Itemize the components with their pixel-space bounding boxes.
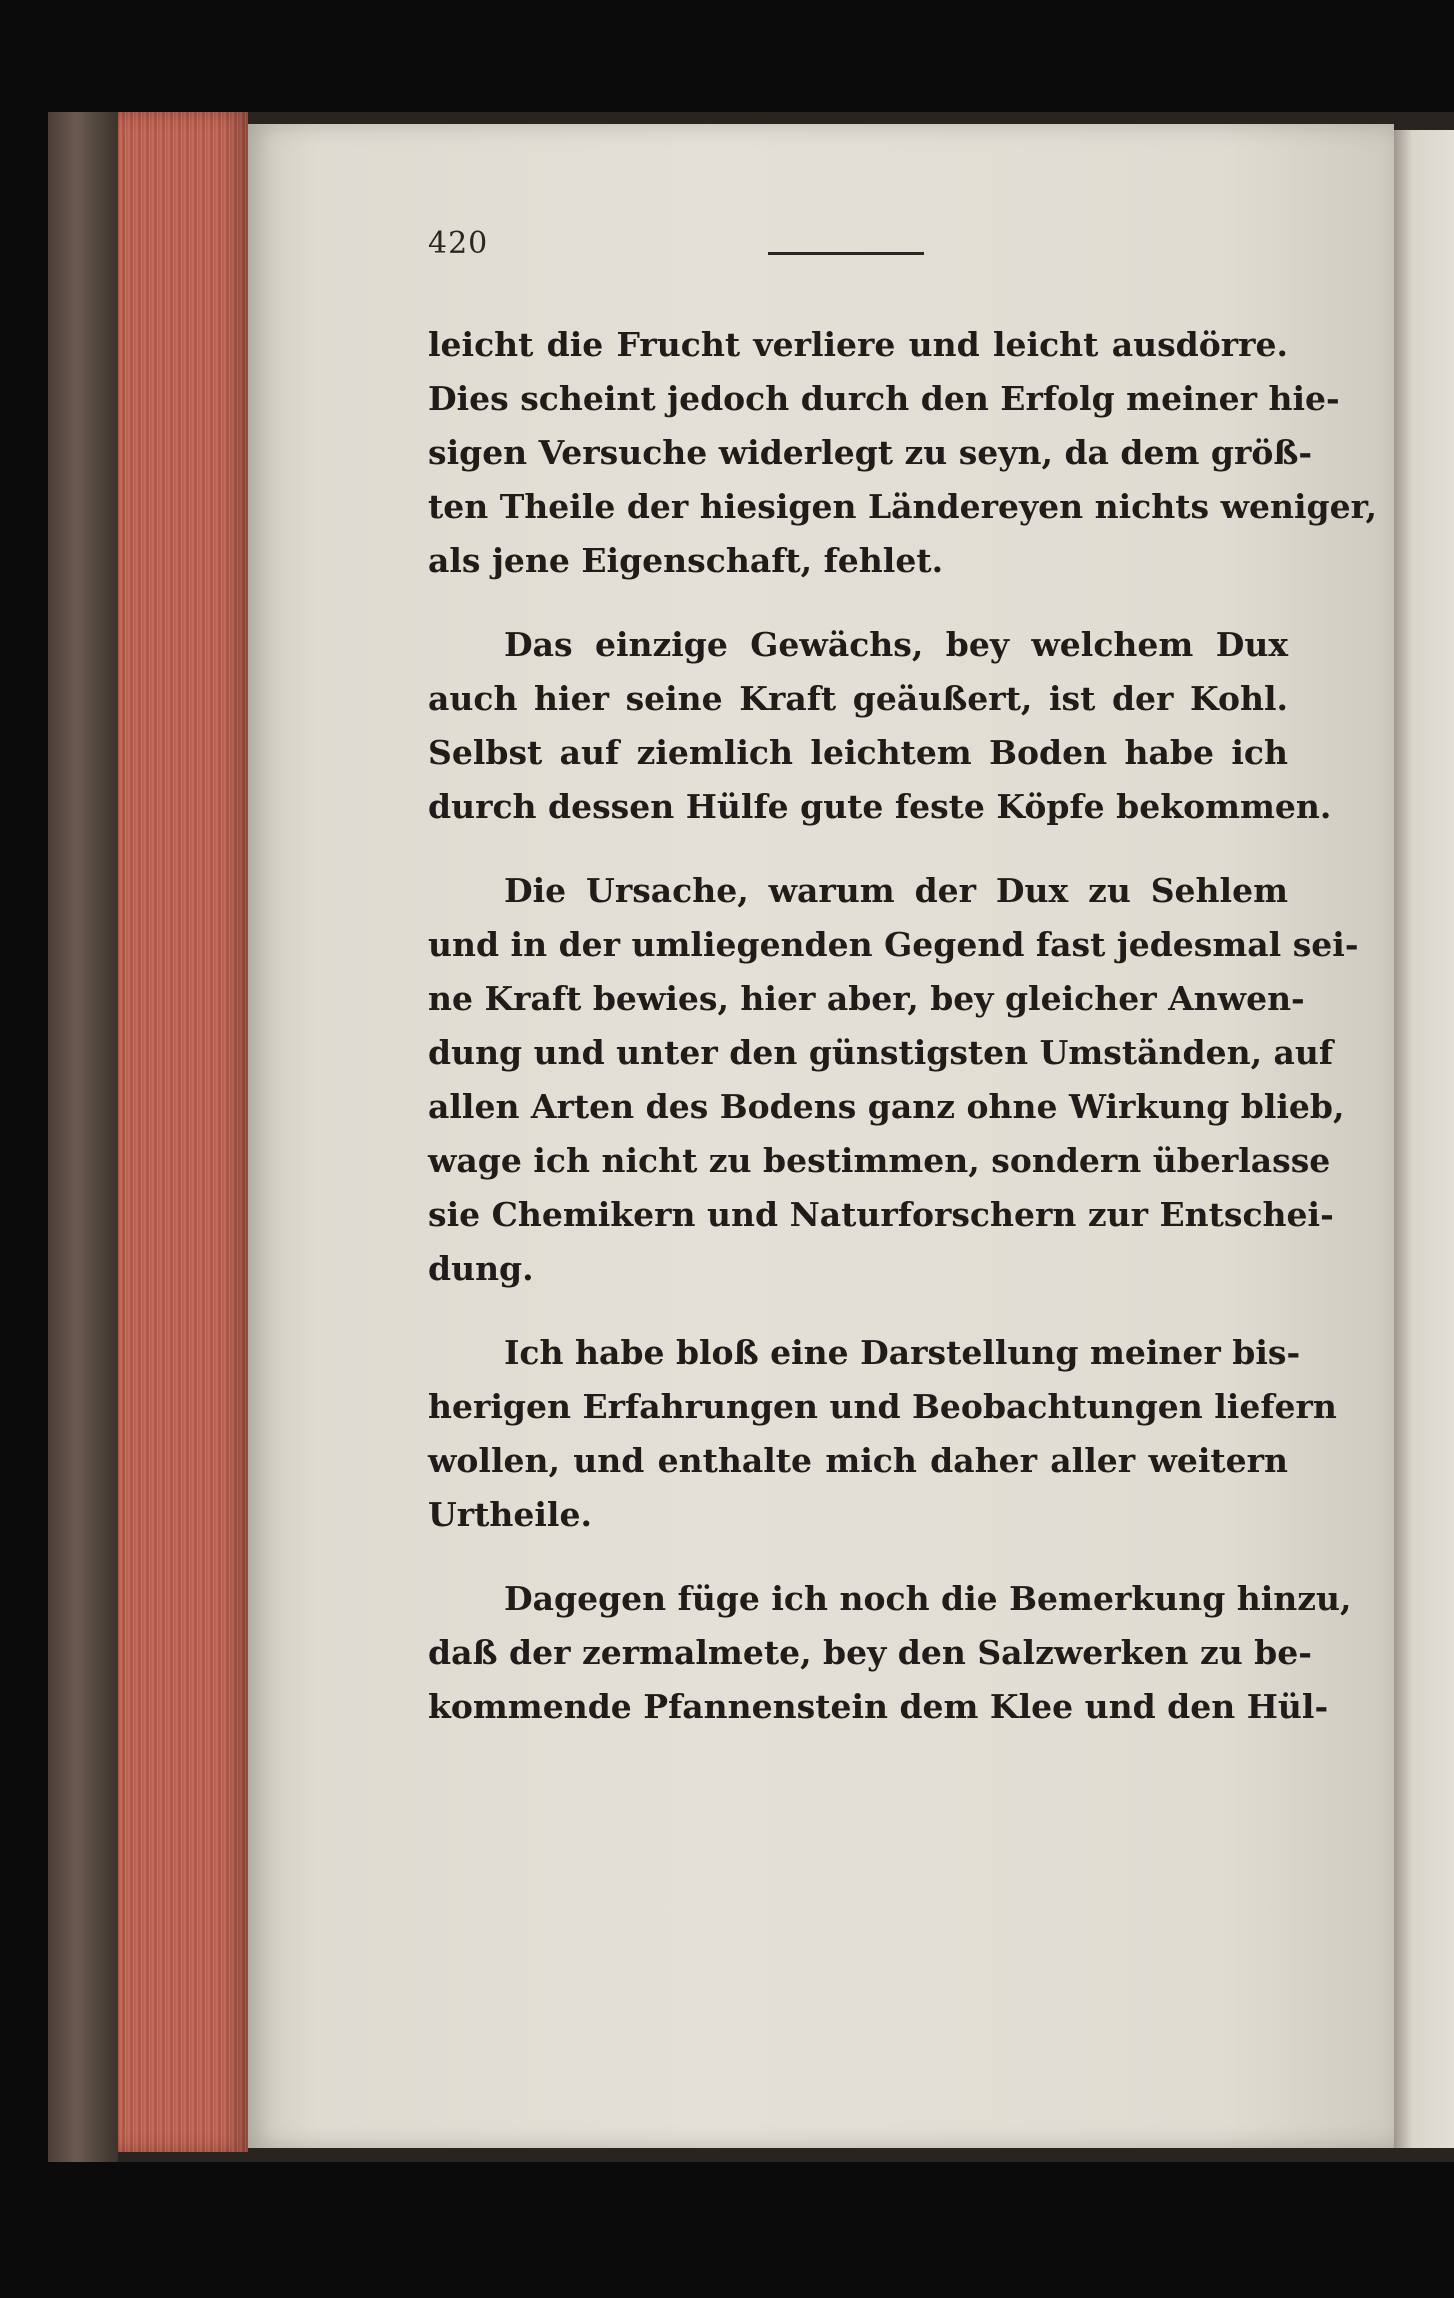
text-line: Urtheile. xyxy=(428,1495,592,1534)
text-line: Dies scheint jedoch durch den Erfolg meiner hie- xyxy=(428,379,1340,418)
text-line: herigen Erfahrungen und Beobachtungen liefern xyxy=(428,1387,1337,1426)
page-number: 420 xyxy=(428,226,489,261)
text-line: als jene Eigenschaft, fehlet. xyxy=(428,541,944,580)
text-line: durch dessen Hülfe gute feste Köpfe bekommen. xyxy=(428,787,1332,826)
text-line: wage ich nicht zu bestimmen, sondern überlasse xyxy=(428,1141,1331,1180)
text-line: dung. xyxy=(428,1249,534,1288)
text-line: sigen Versuche widerlegt zu seyn, da dem größ- xyxy=(428,433,1313,472)
text-line: Das einzige Gewächs, bey welchem Dux xyxy=(504,625,1288,664)
page-header xyxy=(428,226,988,266)
text-line: ten Theile der hiesigen Ländereyen nichts weniger, xyxy=(428,487,1378,526)
page-edges xyxy=(118,112,248,2152)
text-line: Selbst auf ziemlich leichtem Boden habe ich xyxy=(428,733,1288,772)
header-rule xyxy=(768,252,924,255)
text-line: Ich habe bloß eine Darstellung meiner bis- xyxy=(504,1333,1301,1372)
text-line: sie Chemikern und Naturforschern zur Entschei- xyxy=(428,1195,1334,1234)
text-line: und in der umliegenden Gegend fast jedesmal sei- xyxy=(428,925,1359,964)
text-line: Dagegen füge ich noch die Bemerkung hinzu, xyxy=(504,1579,1352,1618)
text-line: wollen, und enthalte mich daher aller weitern xyxy=(428,1441,1288,1480)
facing-page-edge xyxy=(1394,130,1454,2148)
text-line: dung und unter den günstigsten Umständen, auf xyxy=(428,1033,1334,1072)
text-line: daß der zermalmete, bey den Salzwerken zu be- xyxy=(428,1633,1312,1672)
page-text xyxy=(428,318,1378,1734)
text-line: kommende Pfannenstein dem Klee und den Hül- xyxy=(428,1687,1329,1726)
book-cover-edge xyxy=(48,112,118,2162)
text-line: allen Arten des Bodens ganz ohne Wirkung blieb, xyxy=(428,1087,1345,1126)
text-line: Die Ursache, warum der Dux zu Sehlem xyxy=(504,871,1288,910)
text-line: auch hier seine Kraft geäußert, ist der Kohl. xyxy=(428,679,1288,718)
text-line: leicht die Frucht verliere und leicht ausdörre. xyxy=(428,325,1288,364)
text-line: ne Kraft bewies, hier aber, bey gleicher Anwen- xyxy=(428,979,1305,1018)
